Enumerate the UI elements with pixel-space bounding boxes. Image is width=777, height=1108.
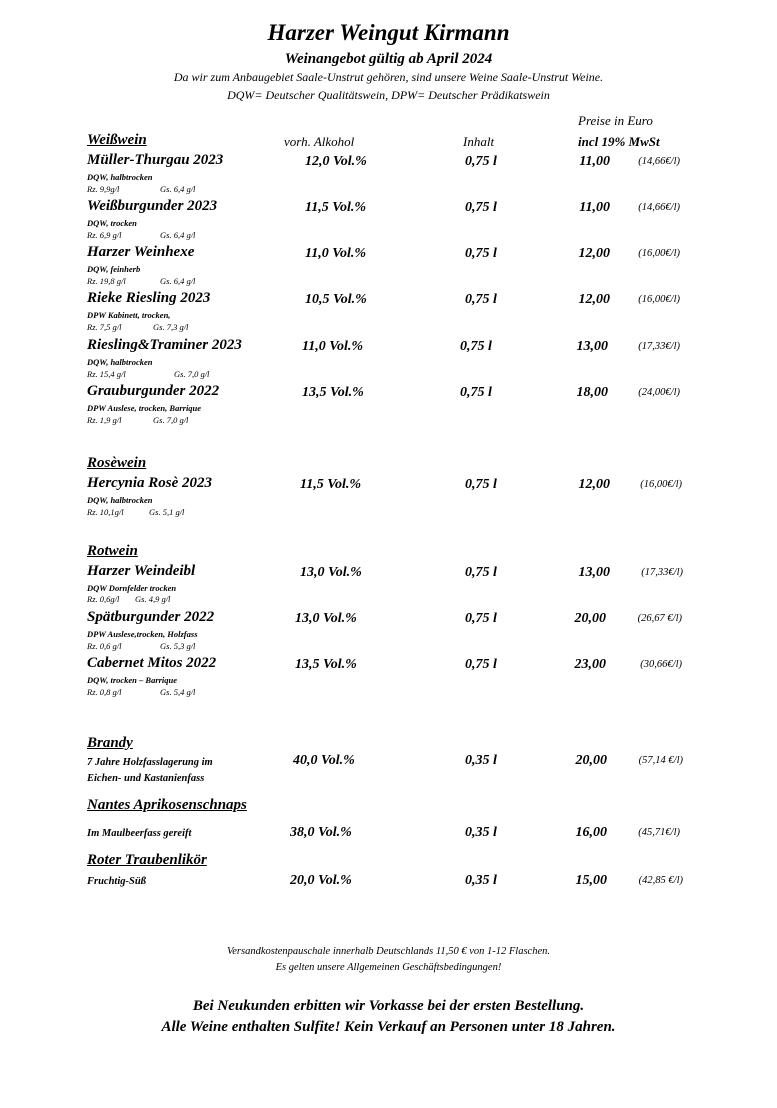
spirit-alcohol: 40,0 Vol.% [293, 753, 355, 768]
wine-analysis [87, 507, 184, 517]
wine-analysis [87, 415, 188, 425]
spirit-price: 20,00 [575, 753, 607, 768]
section-title-liqueur: Roter Traubenlikör [87, 852, 207, 868]
spirit-price: 16,00 [575, 825, 607, 840]
section-title-nantes: Nantes Aprikosenschnaps [87, 797, 247, 813]
section-title-red: Rotwein [87, 543, 138, 559]
wine-price: 13,00 [576, 339, 608, 354]
wine-price-per-liter: (16,00€/l) [638, 294, 680, 305]
total-acid: Gs. 4,9 g/l [135, 594, 171, 604]
wine-volume: 0,75 l [460, 339, 492, 354]
wine-name: Weißburgunder 2023 [87, 198, 218, 214]
spirit-alcohol: 20,0 Vol.% [290, 873, 352, 888]
wine-quality: DPW Kabinett, trocken, [87, 310, 171, 320]
spirit-volume: 0,35 l [465, 825, 497, 840]
content-header: Inhalt [463, 134, 495, 149]
wine-volume: 0,75 l [465, 611, 497, 626]
page-subtitle: Weinangebot gültig ab April 2024 [284, 51, 493, 67]
wine-analysis [87, 687, 195, 697]
wine-price: 12,00 [578, 246, 610, 261]
wine-name: Grauburgunder 2022 [87, 383, 220, 399]
wine-alcohol: 11,0 Vol.% [305, 246, 367, 261]
wine-price-per-liter: (16,00€/l) [640, 479, 682, 490]
wine-analysis [87, 184, 195, 194]
wine-quality: DQW, trocken [87, 218, 137, 228]
spirit-description: 7 Jahre Holzfasslagerung im [87, 757, 213, 768]
wine-price: 11,00 [579, 200, 610, 215]
wine-price-per-liter: (30,66€/l) [640, 659, 682, 670]
spirit-price-per-liter: (57,14 €/l) [638, 755, 683, 766]
total-acid: Gs. 6,4 g/l [160, 230, 196, 240]
residual-sugar: Rz. 15,4 g/l [87, 369, 126, 379]
wine-name: Spätburgunder 2022 [87, 609, 215, 625]
shipping-note: Versandkostenpauschale innerhalb Deutschlands 11,50 € von 1-12 Flaschen. [226, 946, 551, 957]
wine-name: Müller-Thurgau 2023 [87, 152, 224, 168]
wine-analysis [87, 369, 209, 379]
wine-alcohol: 11,5 Vol.% [305, 200, 367, 215]
prepayment-note: Bei Neukunden erbitten wir Vorkasse bei der ersten Bestellung. [192, 998, 585, 1014]
wine-volume: 0,75 l [465, 246, 497, 261]
wine-analysis [87, 641, 195, 651]
total-acid: Gs. 7,0 g/l [153, 415, 189, 425]
wine-volume: 0,75 l [460, 385, 492, 400]
wine-analysis [87, 322, 188, 332]
residual-sugar: Rz. 10,1g/l [87, 507, 124, 517]
total-acid: Gs. 7,0 g/l [174, 369, 210, 379]
sulfite-age-note: Alle Weine enthalten Sulfite! Kein Verkauf an Personen unter 18 Jahren. [161, 1019, 616, 1035]
wine-quality: DQW, halbtrocken [87, 357, 153, 367]
vat-header: incl 19% MwSt [578, 134, 660, 149]
section-title-rose: Rosèwein [87, 455, 147, 471]
wine-price: 12,00 [578, 292, 610, 307]
section-title-brandy: Brandy [87, 735, 133, 751]
wine-volume: 0,75 l [465, 657, 497, 672]
wine-price: 23,00 [574, 657, 606, 672]
section-title-white: Weißwein [87, 132, 147, 148]
total-acid: Gs. 6,4 g/l [160, 276, 196, 286]
spirit-description: Fruchtig-Süß [87, 876, 146, 887]
wine-quality: DPW Auslese,trocken, Holzfass [87, 629, 198, 639]
wine-analysis [87, 594, 170, 604]
wine-name: Harzer Weindeibl [87, 563, 196, 579]
spirit-price-per-liter: (45,71€/l) [638, 827, 680, 838]
wine-alcohol: 13,0 Vol.% [295, 611, 357, 626]
spirit-description: Eichen- und Kastanienfass [87, 773, 205, 784]
wine-name: Hercynia Rosè 2023 [87, 475, 212, 491]
wine-quality: DQW, halbtrocken [87, 495, 153, 505]
wine-price-per-liter: (17,33€/l) [638, 341, 680, 352]
wine-alcohol: 11,0 Vol.% [302, 339, 364, 354]
intro-line: Da wir zum Anbaugebiet Saale-Unstrut gehören, sind unsere Weine Saale-Unstrut Weine. [173, 70, 604, 84]
wine-name: Rieke Riesling 2023 [87, 290, 211, 306]
wine-quality: DQW Dornfelder trocken [87, 583, 177, 593]
wine-name: Harzer Weinhexe [87, 244, 195, 260]
wine-price-per-liter: (26,67 €/l) [637, 613, 682, 624]
residual-sugar: Rz. 7,5 g/l [87, 322, 122, 332]
wine-price: 11,00 [579, 154, 610, 169]
wine-alcohol: 12,0 Vol.% [305, 154, 367, 169]
total-acid: Gs. 5,1 g/l [149, 507, 185, 517]
wine-quality: DQW, trocken – Barrique [87, 675, 178, 685]
residual-sugar: Rz. 0,8 g/l [87, 687, 122, 697]
wine-volume: 0,75 l [465, 200, 497, 215]
wine-volume: 0,75 l [465, 565, 497, 580]
total-acid: Gs. 7,3 g/l [153, 322, 189, 332]
wine-price-per-liter: (16,00€/l) [638, 248, 680, 259]
wine-name: Riesling&Traminer 2023 [87, 337, 242, 353]
residual-sugar: Rz. 0,6g/l [87, 594, 120, 604]
wine-price: 13,00 [578, 565, 610, 580]
total-acid: Gs. 5,4 g/l [160, 687, 196, 697]
wine-price-per-liter: (24,00€/l) [638, 387, 680, 398]
residual-sugar: Rz. 0,6 g/l [87, 641, 122, 651]
spirit-price: 15,00 [575, 873, 607, 888]
wine-volume: 0,75 l [465, 477, 497, 492]
residual-sugar: Rz. 6,9 g/l [87, 230, 122, 240]
total-acid: Gs. 6,4 g/l [160, 184, 196, 194]
residual-sugar: Rz. 1,9 g/l [87, 415, 122, 425]
wine-price: 12,00 [578, 477, 610, 492]
spirit-volume: 0,35 l [465, 873, 497, 888]
total-acid: Gs. 5,3 g/l [160, 641, 196, 651]
wine-price-per-liter: (14,66€/l) [638, 156, 680, 167]
wine-alcohol: 13,5 Vol.% [302, 385, 364, 400]
prices-header: Preise in Euro [578, 113, 653, 128]
wine-price-per-liter: (14,66€/l) [638, 202, 680, 213]
wine-price: 18,00 [576, 385, 608, 400]
wine-alcohol: 10,5 Vol.% [305, 292, 367, 307]
wine-quality: DQW, halbtrocken [87, 172, 153, 182]
residual-sugar: Rz. 9,9g/l [87, 184, 120, 194]
wine-analysis [87, 230, 195, 240]
wine-price: 20,00 [574, 611, 606, 626]
spirit-alcohol: 38,0 Vol.% [290, 825, 352, 840]
wine-alcohol: 13,5 Vol.% [295, 657, 357, 672]
wine-alcohol: 11,5 Vol.% [300, 477, 362, 492]
page-title: Harzer Weingut Kirmann [267, 20, 510, 45]
wine-analysis [87, 276, 195, 286]
wine-quality: DPW Auslese, trocken, Barrique [87, 403, 202, 413]
wine-volume: 0,75 l [465, 292, 497, 307]
wine-volume: 0,75 l [465, 154, 497, 169]
wine-name: Cabernet Mitos 2022 [87, 655, 217, 671]
wine-price-per-liter: (17,33€/l) [641, 567, 683, 578]
spirit-price-per-liter: (42,85 €/l) [638, 875, 683, 886]
spirit-description: Im Maulbeerfass gereift [87, 828, 192, 839]
spirit-volume: 0,35 l [465, 753, 497, 768]
wine-alcohol: 13,0 Vol.% [300, 565, 362, 580]
residual-sugar: Rz. 19,8 g/l [87, 276, 126, 286]
wine-quality: DQW, feinherb [87, 264, 141, 274]
alcohol-header: vorh. Alkohol [284, 134, 355, 149]
abbreviation-note: DQW= Deutscher Qualitätswein, DPW= Deutscher Prädikatswein [227, 88, 550, 102]
terms-note: Es gelten unsere Allgemeinen Geschäftsbedingungen! [275, 962, 502, 973]
